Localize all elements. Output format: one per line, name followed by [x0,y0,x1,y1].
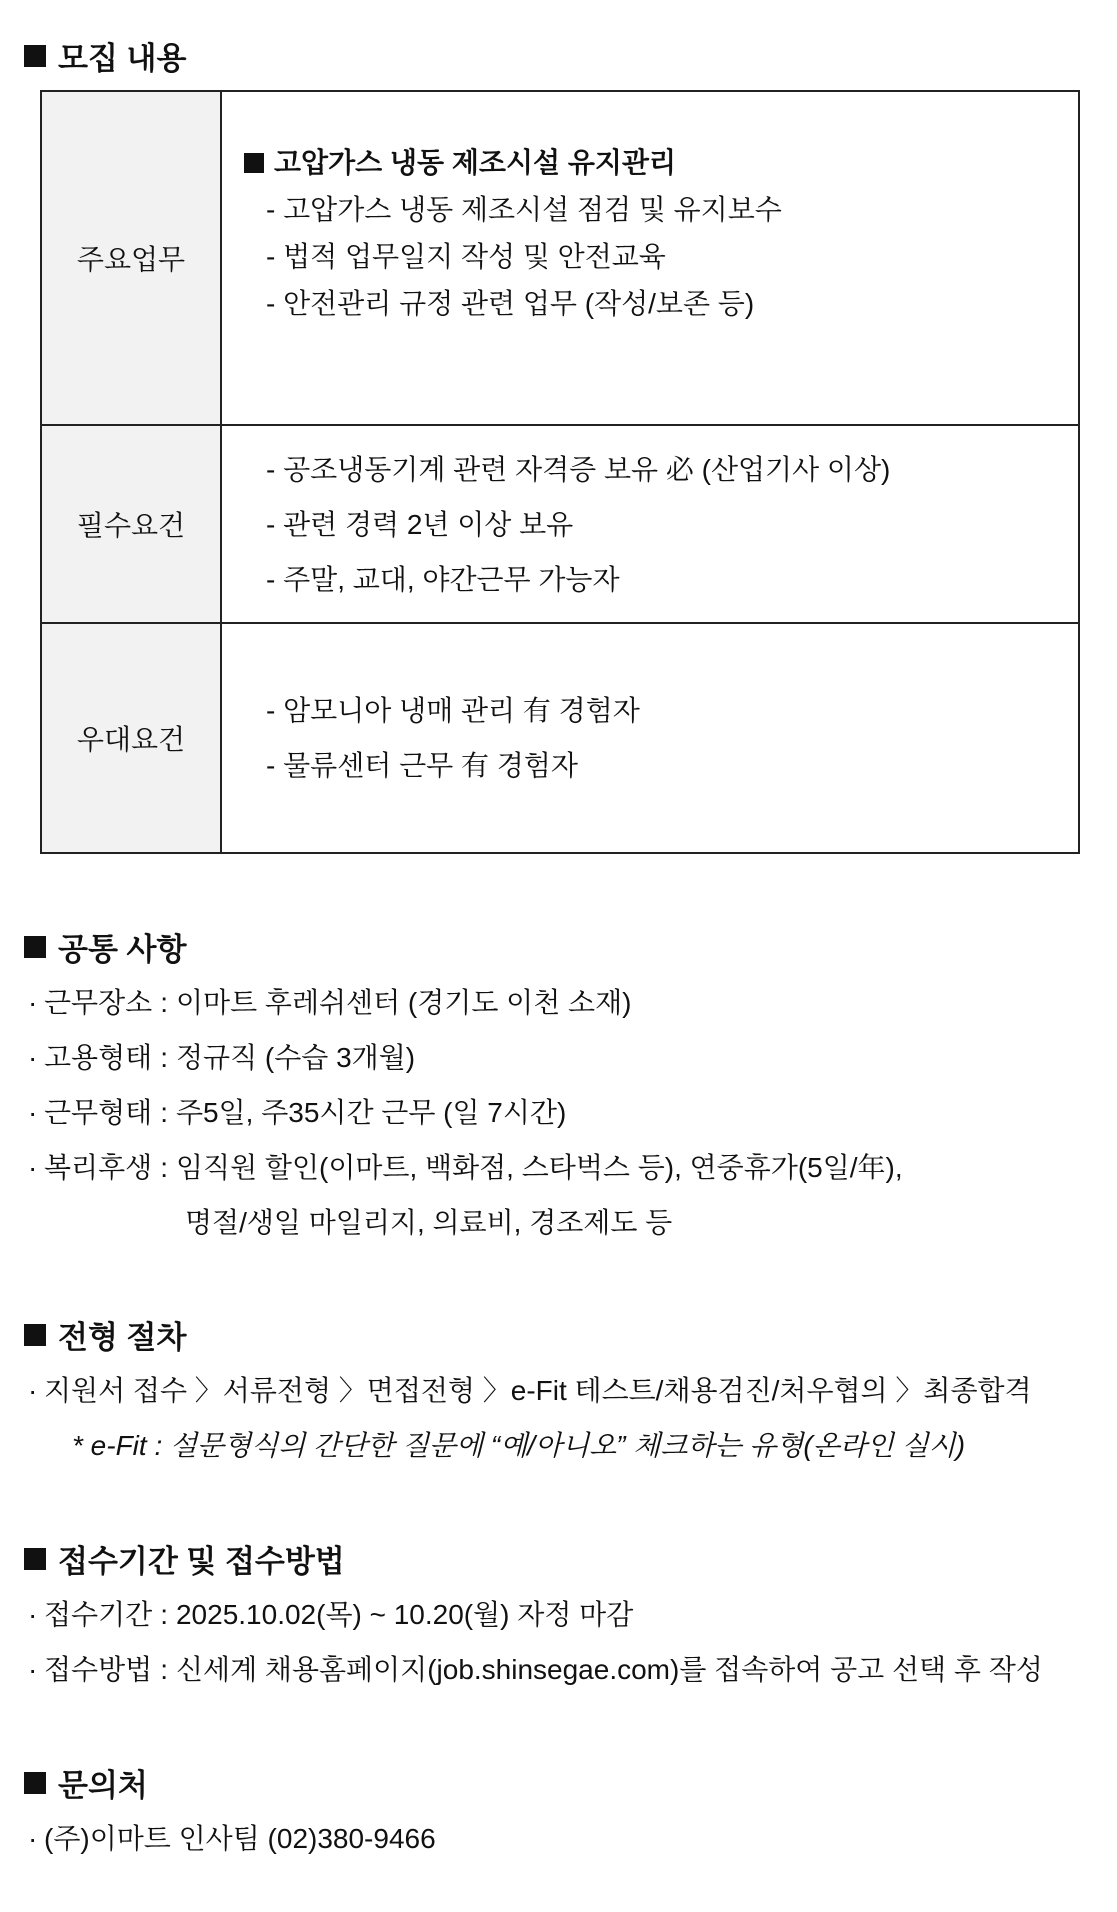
recruit-table [40,90,1080,854]
section-title-recruit [24,33,186,78]
bullet-dot: · [28,1599,38,1630]
row-label-main-duties: 주요업무 [41,91,221,425]
item-key: 고용형태 [44,1042,153,1073]
requirement-line: - 공조냉동기계 관련 자격증 보유 必 (산업기사 이상) [266,453,891,485]
item-key: 복리후생 [44,1152,153,1183]
row-label-requirements: 필수요건 [41,425,221,623]
item-key: 접수방법 [44,1654,153,1685]
item-value: 임직원 할인(이마트, 백화점, 스타벅스 등), 연중휴가(5일/年), [175,1152,903,1183]
duty-heading [244,139,1078,186]
bullet-dot: · [28,1654,38,1685]
row-body-main-duties [221,91,1079,425]
item-separator: : [160,1599,168,1630]
square-bullet-icon [24,1772,46,1794]
requirement-line: - 주말, 교대, 야간근무 가능자 [266,563,620,595]
section-title-contact [24,1760,148,1805]
item-value: 신세계 채용홈페이지(job.shinsegae.com)를 접속하여 공고 선택 후 작성 [175,1654,1043,1685]
item-separator: : [160,987,168,1018]
section-title-common [24,924,186,969]
square-bullet-icon [24,1324,46,1346]
common-list [28,975,903,1250]
bullet-dot: · [28,1152,38,1183]
section-title-text: 전형 절차 [58,1320,187,1355]
list-item [28,1363,1032,1418]
square-bullet-icon [24,45,46,67]
list-item [28,1085,903,1140]
row-label-preferred: 우대요건 [41,623,221,853]
item-separator: : [160,1654,168,1685]
section-title-process [24,1312,186,1357]
process-list [28,1363,1032,1418]
list-item [28,1811,436,1866]
preferred-line: - 암모니아 냉매 관리 有 경험자 [266,695,640,726]
process-note: * e-Fit : 설문형식의 간단한 질문에 “예/아니오” 체크하는 유형(온라인 실시) [72,1430,966,1461]
item-key: 근무장소 [44,987,153,1018]
row-body-requirements [221,425,1079,623]
row-body-preferred [221,623,1079,853]
list-item [28,1587,1043,1642]
section-title-text: 공통 사항 [58,932,187,967]
duty-line: - 법적 업무일지 작성 및 안전교육 [266,241,666,272]
item-key: 근무형태 [44,1097,153,1128]
bullet-dot: · [28,987,38,1018]
bullet-dot: · [28,1097,38,1128]
bullet-dot: · [28,1375,38,1406]
process-steps: 지원서 접수 〉서류전형 〉면접전형 〉e-Fit 테스트/채용검진/처우협의 〉최종합격 [44,1375,1032,1406]
bullet-dot: · [28,1042,38,1073]
item-key: 접수기간 [44,1599,153,1630]
table-row-preferred [41,623,1079,853]
contact-list [28,1811,436,1866]
section-title-apply [24,1536,345,1581]
contact-value: (주)이마트 인사팀 (02)380-9466 [44,1823,436,1854]
list-item [28,975,903,1030]
item-value: 이마트 후레쉬센터 (경기도 이천 소재) [175,987,632,1018]
apply-list [28,1587,1043,1697]
bullet-dot: · [28,1823,38,1854]
list-item [28,1140,903,1195]
table-row-main-duties [41,91,1079,425]
section-title-text: 접수기간 및 접수방법 [58,1544,345,1579]
item-separator: : [160,1042,168,1073]
item-separator: : [160,1152,168,1183]
section-title-text: 모집 내용 [58,41,187,76]
duty-line: - 고압가스 냉동 제조시설 점검 및 유지보수 [266,194,782,225]
preferred-line: - 물류센터 근무 有 경험자 [266,750,578,781]
list-item [28,1642,1043,1697]
square-bullet-icon [24,1548,46,1570]
requirement-line: - 관련 경력 2년 이상 보유 [266,508,574,540]
item-value: 정규직 (수습 3개월) [175,1042,416,1073]
duty-line: - 안전관리 규정 관련 업무 (작성/보존 등) [266,288,755,319]
item-separator: : [160,1097,168,1128]
duty-heading-text: 고압가스 냉동 제조시설 유지관리 [274,147,677,178]
item-continuation: 명절/생일 마일리지, 의료비, 경조제도 등 [185,1207,673,1238]
square-bullet-icon [24,936,46,958]
list-item [28,1030,903,1085]
section-title-text: 문의처 [58,1768,148,1803]
square-bullet-icon [244,153,264,173]
item-value: 2025.10.02(목) ~ 10.20(월) 자정 마감 [175,1599,634,1630]
item-value: 주5일, 주35시간 근무 (일 7시간) [175,1097,567,1128]
table-row-requirements [41,425,1079,623]
